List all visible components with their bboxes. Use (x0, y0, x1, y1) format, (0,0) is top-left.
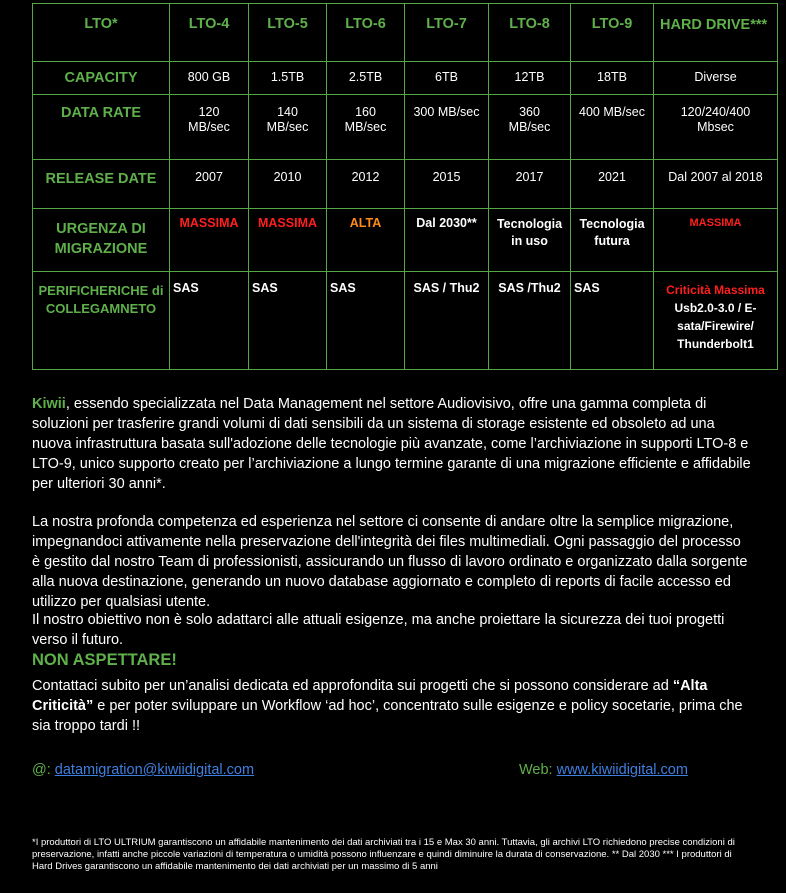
cta-post: e per poter sviluppare un Workflow ‘ad hoc’, concentrato sulle esigenze e policy socetarie, prima che sia troppo tardi !! (32, 698, 743, 734)
release-date-cell: 2007 (170, 160, 249, 209)
intro-paragraph (32, 394, 752, 494)
header-lto4: LTO-4 (170, 4, 249, 62)
data-rate-cell: 120/240/400 Mbsec (654, 95, 778, 160)
capacity-cell: 12TB (489, 62, 571, 95)
urgency-cell: MASSIMA (249, 209, 327, 272)
peripherals-cell: SAS (249, 272, 327, 370)
release-date-cell: 2017 (489, 160, 571, 209)
web-link[interactable]: www.kiwiidigital.com (556, 762, 688, 778)
capacity-cell: 2.5TB (327, 62, 405, 95)
peripherals-cell: SAS /Thu2 (489, 272, 571, 370)
release-date-cell: 2010 (249, 160, 327, 209)
criticality-note: Criticità Massima (666, 283, 765, 297)
release-date-cell: 2015 (405, 160, 489, 209)
header-hard-drive: HARD DRIVE*** (654, 4, 778, 62)
web-label: Web: (519, 762, 557, 778)
capacity-cell: 6TB (405, 62, 489, 95)
peripherals-cell: SAS (327, 272, 405, 370)
urgency-cell: Tecnologia futura (571, 209, 654, 272)
peripherals-row (33, 272, 778, 370)
cta-pre: Contattaci subito per un’analisi dedicata ed approfondita sui progetti che si possono considerare ad (32, 678, 673, 694)
peripherals-cell: SAS (170, 272, 249, 370)
header-lto: LTO* (33, 4, 170, 62)
urgency-cell: MASSIMA (170, 209, 249, 272)
data-rate-cell: 360 MB/sec (489, 95, 571, 160)
data-rate-cell: 300 MB/sec (405, 95, 489, 160)
header-lto7: LTO-7 (405, 4, 489, 62)
peripherals-cell: SAS (571, 272, 654, 370)
urgency-row (33, 209, 778, 272)
cta-paragraph (32, 676, 752, 736)
peripherals-hard-drive-cell (654, 272, 778, 370)
capacity-cell: 800 GB (170, 62, 249, 95)
header-lto9: LTO-9 (571, 4, 654, 62)
urgency-cell: MASSIMA (654, 209, 778, 272)
data-rate-cell: 400 MB/sec (571, 95, 654, 160)
expertise-paragraph: La nostra profonda competenza ed esperienza nel settore ci consente di andare oltre la semplice migrazione, impegnandoci attivamente nella preservazione dell'integrità dei files multimediali. Ogni passaggio del processo è gestito dal nostro Team di professionisti, assicurando un flusso di lavoro ordinato e organizzato dalla sorgente alla nuova destinazione, generando un nuovo database aggiornato e completo di reports di facile accesso ed utilizzo per qualsiasi utente. (32, 514, 748, 610)
data-rate-row (33, 95, 778, 160)
header-lto6: LTO-6 (327, 4, 405, 62)
release-date-label: RELEASE DATE (33, 160, 170, 209)
header-lto5: LTO-5 (249, 4, 327, 62)
release-date-cell: 2012 (327, 160, 405, 209)
release-date-cell: Dal 2007 al 2018 (654, 160, 778, 209)
data-rate-cell: 140 MB/sec (249, 95, 327, 160)
lto-comparison-table (32, 3, 778, 370)
capacity-label: CAPACITY (33, 62, 170, 95)
urgency-cell: Dal 2030** (405, 209, 489, 272)
web-contact (519, 760, 688, 780)
data-rate-label: DATA RATE (33, 95, 170, 160)
peripherals-cell: SAS / Thu2 (405, 272, 489, 370)
urgency-cell: Tecnologia in uso (489, 209, 571, 272)
brand-name: Kiwii (32, 396, 66, 412)
email-label: @: (32, 762, 55, 778)
capacity-row (33, 62, 778, 95)
contact-line (32, 760, 752, 780)
data-rate-cell: 160 MB/sec (327, 95, 405, 160)
header-lto8: LTO-8 (489, 4, 571, 62)
capacity-cell: 1.5TB (249, 62, 327, 95)
peripherals-label: PERIFICHERICHE di COLLEGAMNETO (33, 272, 170, 370)
footnote: *I produttori di LTO ULTRIUM garantiscono un affidabile mantenimento dei dati archiviati tra i 15 e Max 30 anni. Tuttavia, gli archivi LTO richiedono precise condizioni di preservazione, infatti anche piccole variazioni di temperatura o umidità possono influenzare e quindi diminuire la durata di conservazione. ** Dal 2030 *** I produttori di Hard Drives garantiscono un affidabile mantenimento dei dati archiviati per un massimo di 5 anni (32, 837, 735, 872)
urgency-cell: ALTA (327, 209, 405, 272)
data-rate-cell: 120 MB/sec (170, 95, 249, 160)
header-row (33, 4, 778, 62)
intro-text: , essendo specializzata nel Data Management nel settore Audiovisivo, offre una gamma completa di soluzioni per trasferire grandi volumi di dati sensibili da un sistema di storage esistente ed obsoleto ad una nuova infrastruttura basata sull'adozione delle tecnologie più avanzate, come l’archiviazione in supporti LTO-8 e LTO-9, unico supporto creato per l’archiviazione a lungo termine garante di una migrazione efficiente e affidabile per ulteriori 30 anni*. (32, 396, 751, 492)
hard-drive-interfaces: Usb2.0-3.0 / E-sata/Firewire/ Thunderbolt1 (674, 301, 757, 351)
goal-paragraph: Il nostro obiettivo non è solo adattarci alle attuali esigenze, ma anche proiettare la sicurezza dei tuoi progetti verso il futuro. (32, 612, 725, 648)
capacity-cell: Diverse (654, 62, 778, 95)
cta-heading: NON ASPETTARE! (32, 651, 177, 669)
capacity-cell: 18TB (571, 62, 654, 95)
urgency-label: URGENZA DI MIGRAZIONE (33, 209, 170, 272)
release-date-cell: 2021 (571, 160, 654, 209)
email-link[interactable]: datamigration@kiwiidigital.com (54, 762, 255, 778)
cta-bold: “Alta Criticità” (32, 678, 708, 714)
release-date-row (33, 160, 778, 209)
